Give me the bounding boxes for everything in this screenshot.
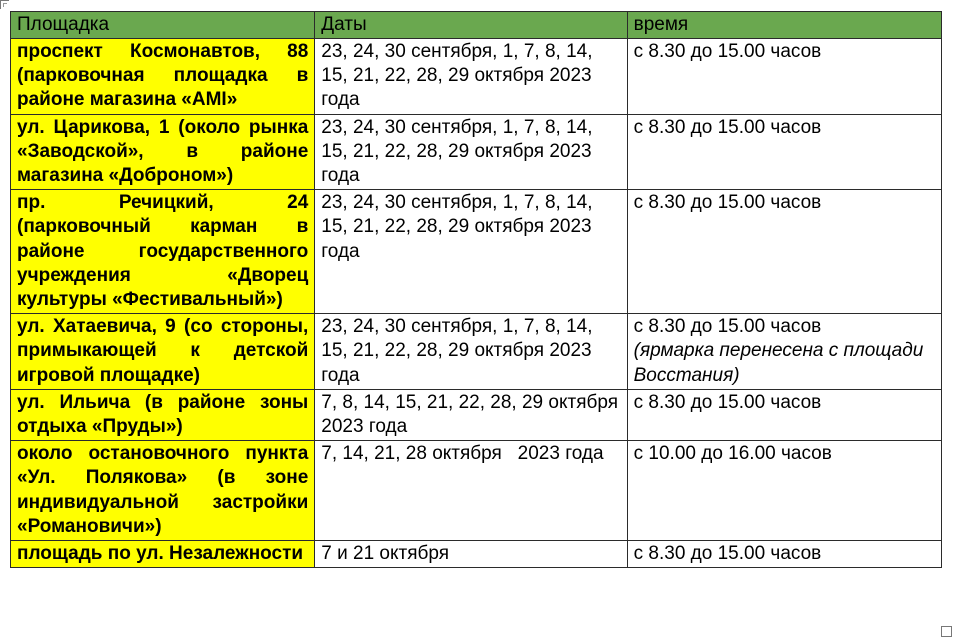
time-text: с 8.30 до 15.00 часов — [633, 316, 822, 338]
time-cell — [627, 314, 941, 390]
venue-cell: проспект Космонавтов, 88 (парковочная площадка в районе магазина «AMI» — [11, 39, 315, 115]
fair-schedule-table — [10, 11, 942, 568]
venue-cell: около остановочного пункта «Ул. Полякова» (в зоне индивидуальной застройки «Романовичи») — [11, 441, 315, 541]
time-text: с 8.30 до 15.00 часов — [633, 391, 822, 413]
time-cell — [627, 441, 941, 541]
header-time: время — [627, 12, 941, 39]
time-text: с 8.30 до 15.00 часов — [633, 192, 822, 214]
venue-cell: ул. Хатаевича, 9 (со стороны, примыкающей к детской игровой площадке) — [11, 314, 315, 390]
table-row — [11, 541, 942, 568]
table-row — [11, 389, 942, 440]
time-text: с 8.30 до 15.00 часов — [633, 41, 822, 62]
dates-cell: 23, 24, 30 сентября, 1, 7, 8, 14, 15, 21, 22, 28, 29 октября 2023 года — [315, 114, 627, 190]
dates-cell: 7, 14, 21, 28 октября 2023 года — [315, 441, 627, 541]
venue-cell: пр. Речицкий, 24 (парковочный карман в районе государственного учреждения «Дворец культуры «Фестивальный») — [11, 190, 315, 314]
dates-cell: 23, 24, 30 сентября, 1, 7, 8, 14, 15, 21, 22, 28, 29 октября 2023 года — [315, 314, 627, 390]
time-cell — [627, 389, 941, 440]
table-row — [11, 39, 942, 115]
header-dates: Даты — [315, 12, 627, 39]
dates-cell: 7 и 21 октября — [315, 541, 627, 568]
table-move-handle-icon[interactable] — [0, 0, 9, 9]
dates-cell: 23, 24, 30 сентября, 1, 7, 8, 14, 15, 21, 22, 28, 29 октября 2023 года — [315, 190, 627, 314]
time-cell — [627, 39, 941, 115]
header-row — [11, 12, 942, 39]
table-resize-handle-icon[interactable] — [941, 626, 952, 637]
dates-cell: 7, 8, 14, 15, 21, 22, 28, 29 октября 2023 года — [315, 389, 627, 440]
time-cell — [627, 190, 941, 314]
venue-cell: площадь по ул. Незалежности — [11, 541, 315, 568]
table-row — [11, 190, 942, 314]
time-text: с 10.00 до 16.00 часов — [633, 443, 832, 465]
time-text: с 8.30 до 15.00 часов — [633, 116, 822, 138]
dates-cell: 23, 24, 30 сентября, 1, 7, 8, 14, 15, 21, 22, 28, 29 октября 2023 года — [315, 39, 627, 115]
time-text: с 8.30 до 15.00 часов — [633, 543, 822, 565]
table-row — [11, 314, 942, 390]
header-venue: Площадка — [11, 12, 315, 39]
venue-cell: ул. Царикова, 1 (около рынка «Заводской», в районе магазина «Доброном») — [11, 114, 315, 190]
venue-cell: ул. Ильича (в районе зоны отдыха «Пруды») — [11, 389, 315, 440]
table-row — [11, 441, 942, 541]
time-cell — [627, 114, 941, 190]
time-cell — [627, 541, 941, 568]
relocation-note: (ярмарка перенесена с площади Восстания) — [633, 340, 924, 386]
table-row — [11, 114, 942, 190]
